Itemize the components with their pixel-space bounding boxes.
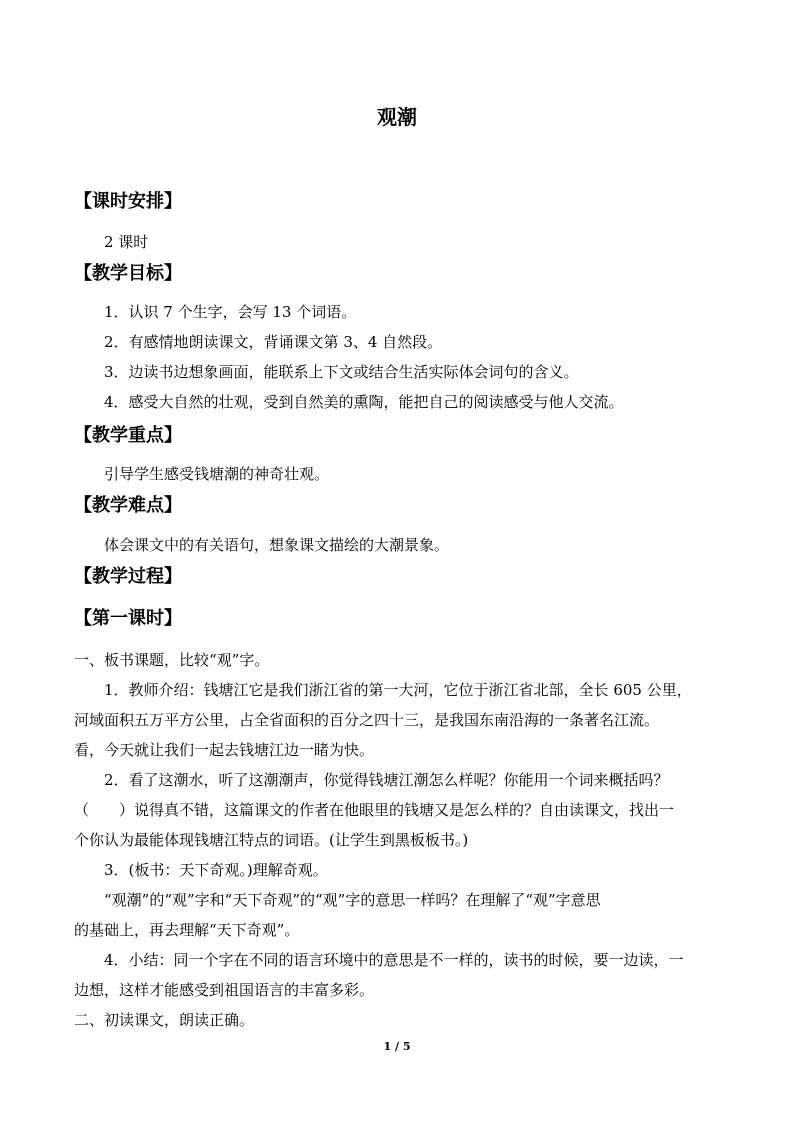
paragraph-line: 看，今天就让我们一起去钱塘江边一睹为快。 (74, 741, 375, 759)
section-heading-process: 【教学过程】 (74, 566, 182, 587)
paragraph-line: 边想，这样才能感受到祖国语言的丰富多彩。 (74, 981, 375, 999)
goal-item: 2．有感情地朗读课文，背诵课文第 3、4 自然段。 (104, 333, 443, 351)
section-heading-schedule: 【课时安排】 (74, 191, 182, 212)
step1-title: 一、板书课题，比较“观”字。 (74, 651, 270, 669)
page-number: 1 / 5 (383, 1040, 411, 1053)
paragraph-line: 河域面积五万平方公里，占全省面积的百分之四十三，是我国东南沿海的一条著名江流。 (74, 711, 660, 729)
section-heading-lesson1: 【第一课时】 (74, 608, 182, 629)
paragraph-line: （ ）说得真不错，这篇课文的作者在他眼里的钱塘又是怎么样的？自由读课文，找出一 (74, 801, 675, 819)
schedule-text: 2 课时 (104, 233, 149, 251)
section-heading-goals: 【教学目标】 (74, 263, 182, 284)
paragraph-line: 的基础上，再去理解“天下奇观”。 (74, 921, 300, 939)
step2-title: 二、初读课文，朗读正确。 (74, 1011, 255, 1029)
paragraph-line: 1．教师介绍：钱塘江它是我们浙江省的第一大河，它位于浙江省北部，全长 605 公里， (104, 681, 692, 699)
section-heading-key-points: 【教学重点】 (74, 425, 182, 446)
paragraph-line: 个你认为最能体现钱塘江特点的词语。(让学生到黑板板书。) (74, 831, 469, 849)
goal-item: 1．认识 7 个生字，会写 13 个词语。 (104, 303, 357, 321)
paragraph-line: “观潮”的“观”字和“天下奇观”的“观”字的意思一样吗？在理解了“观”字意思 (104, 891, 601, 909)
paragraph-line: 4．小结：同一个字在不同的语言环境中的意思是不一样的，读书的时候，要一边读，一 (104, 951, 684, 969)
goal-item: 4．感受大自然的壮观，受到自然美的熏陶，能把自己的阅读感受与他人交流。 (104, 393, 624, 411)
key-points-text: 引导学生感受钱塘潮的神奇壮观。 (104, 465, 330, 483)
section-heading-difficulties: 【教学难点】 (74, 495, 182, 516)
page-title: 观潮 (377, 105, 417, 129)
goal-item: 3．边读书边想象画面，能联系上下文或结合生活实际体会词句的含义。 (104, 363, 579, 381)
paragraph-line: 3．(板书：天下奇观。)理解奇观。 (104, 861, 328, 879)
paragraph-line: 2．看了这潮水，听了这潮潮声，你觉得钱塘江潮怎么样呢？你能用一个词来概括吗？ (104, 771, 669, 789)
difficulties-text: 体会课文中的有关语句，想象课文描绘的大潮景象。 (104, 536, 450, 554)
